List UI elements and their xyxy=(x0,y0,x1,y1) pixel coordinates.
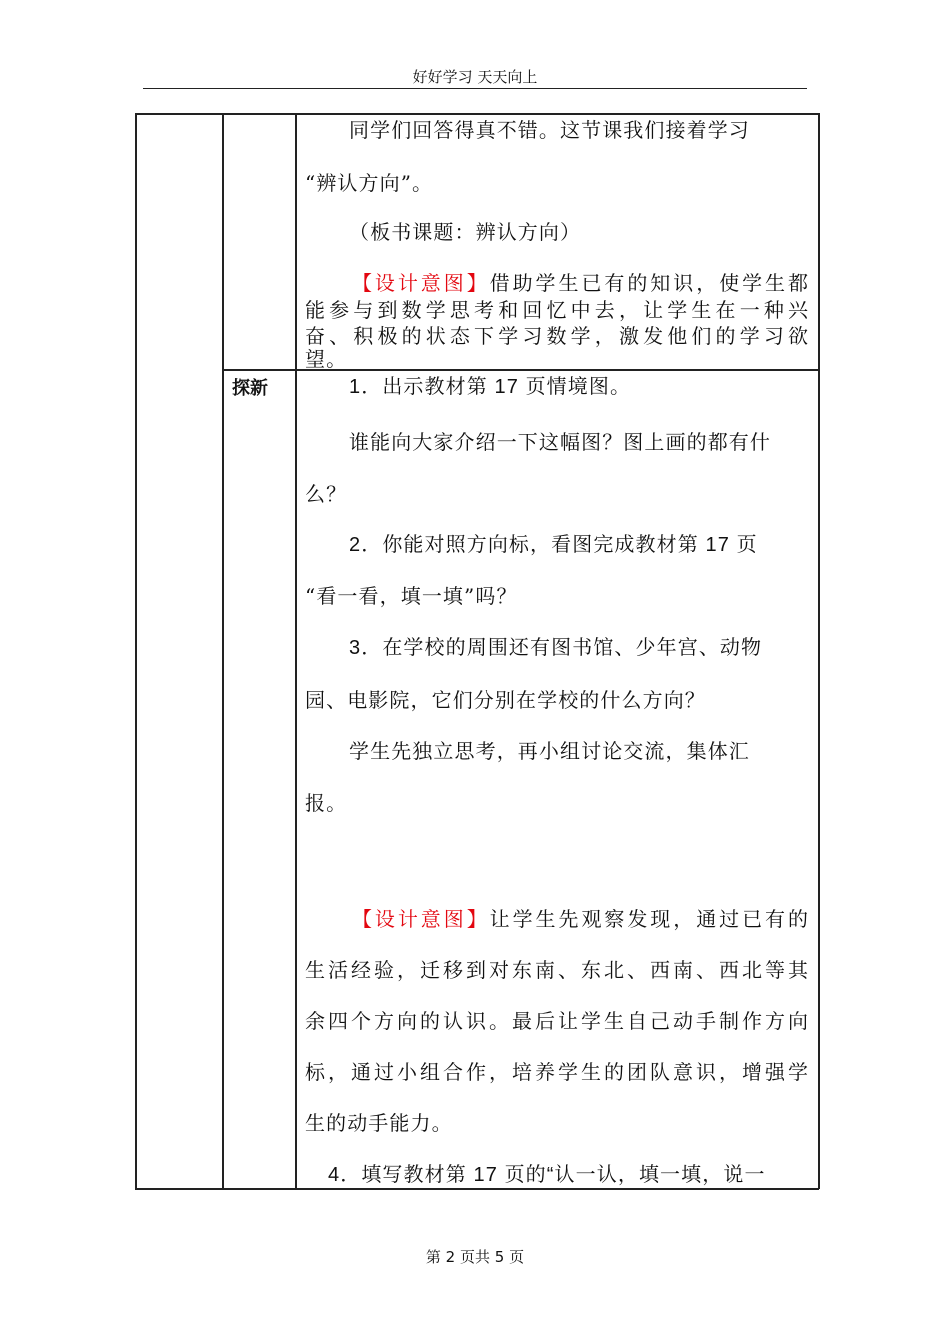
intro-line-1: 同学们回答得真不错。这节课我们接着学习 xyxy=(349,118,750,142)
design-intent-1-line-3: 奋、积极的状态下学习数学，激发他们的学习欲 xyxy=(305,324,808,348)
stage-label: 探新 xyxy=(232,378,268,399)
step-4: 4．填写教材第 17 页的“认一认，填一填，说一 xyxy=(328,1164,766,1186)
step-2-line-1: 2．你能对照方向标，看图完成教材第 17 页 xyxy=(349,534,758,556)
step-3-line-2: 园、电影院，它们分别在学校的什么方向？ xyxy=(305,688,706,712)
design-intent-1-line-1: 【设计意图】借助学生已有的知识，使学生都 xyxy=(349,271,809,295)
design-intent-2-line-5: 生的动手能力。 xyxy=(305,1111,453,1135)
design-intent-label: 【设计意图】 xyxy=(349,271,490,295)
design-intent-2-line-1: 【设计意图】让学生先观察发现，通过已有的 xyxy=(349,907,809,931)
header-rule xyxy=(143,88,807,89)
discussion-line-2: 报。 xyxy=(305,791,348,815)
step-1: 1．出示教材第 17 页情境图。 xyxy=(349,376,632,398)
design-intent-1-line-4: 望。 xyxy=(305,347,348,371)
step-3-line-1: 3．在学校的周围还有图书馆、少年宫、动物 xyxy=(349,637,763,659)
discussion-line-1: 学生先独立思考，再小组讨论交流，集体汇 xyxy=(349,739,750,763)
page-footer: 第 2 页共 5 页 xyxy=(425,1248,525,1266)
table-border-right xyxy=(818,113,820,1189)
question-line-2: 么？ xyxy=(305,482,348,506)
design-intent-label-2: 【设计意图】 xyxy=(349,907,490,931)
design-intent-2-line-4: 标，通过小组合作，培养学生的团队意识，增强学 xyxy=(305,1060,808,1084)
table-divider-1 xyxy=(222,113,224,1189)
table-border-top xyxy=(135,113,819,115)
table-border-bottom xyxy=(135,1188,819,1190)
table-divider-2 xyxy=(295,113,297,1189)
question-line-1: 谁能向大家介绍一下这幅图？图上画的都有什 xyxy=(349,430,771,454)
step-2-line-2: “看一看，填一填”吗？ xyxy=(305,584,518,608)
intro-line-2: “辨认方向”。 xyxy=(305,171,434,195)
design-intent-2-line-3: 余四个方向的认识。最后让学生自己动手制作方向 xyxy=(305,1009,808,1033)
design-intent-2-line-2: 生活经验，迁移到对东南、东北、西南、西北等其 xyxy=(305,958,808,982)
board-title-note: （板书课题：辨认方向） xyxy=(349,220,582,244)
page-header: 好好学习 天天向上 xyxy=(412,68,538,86)
design-intent-1-line-2: 能参与到数学思考和回忆中去，让学生在一种兴 xyxy=(305,298,808,322)
table-border-left xyxy=(135,113,137,1189)
